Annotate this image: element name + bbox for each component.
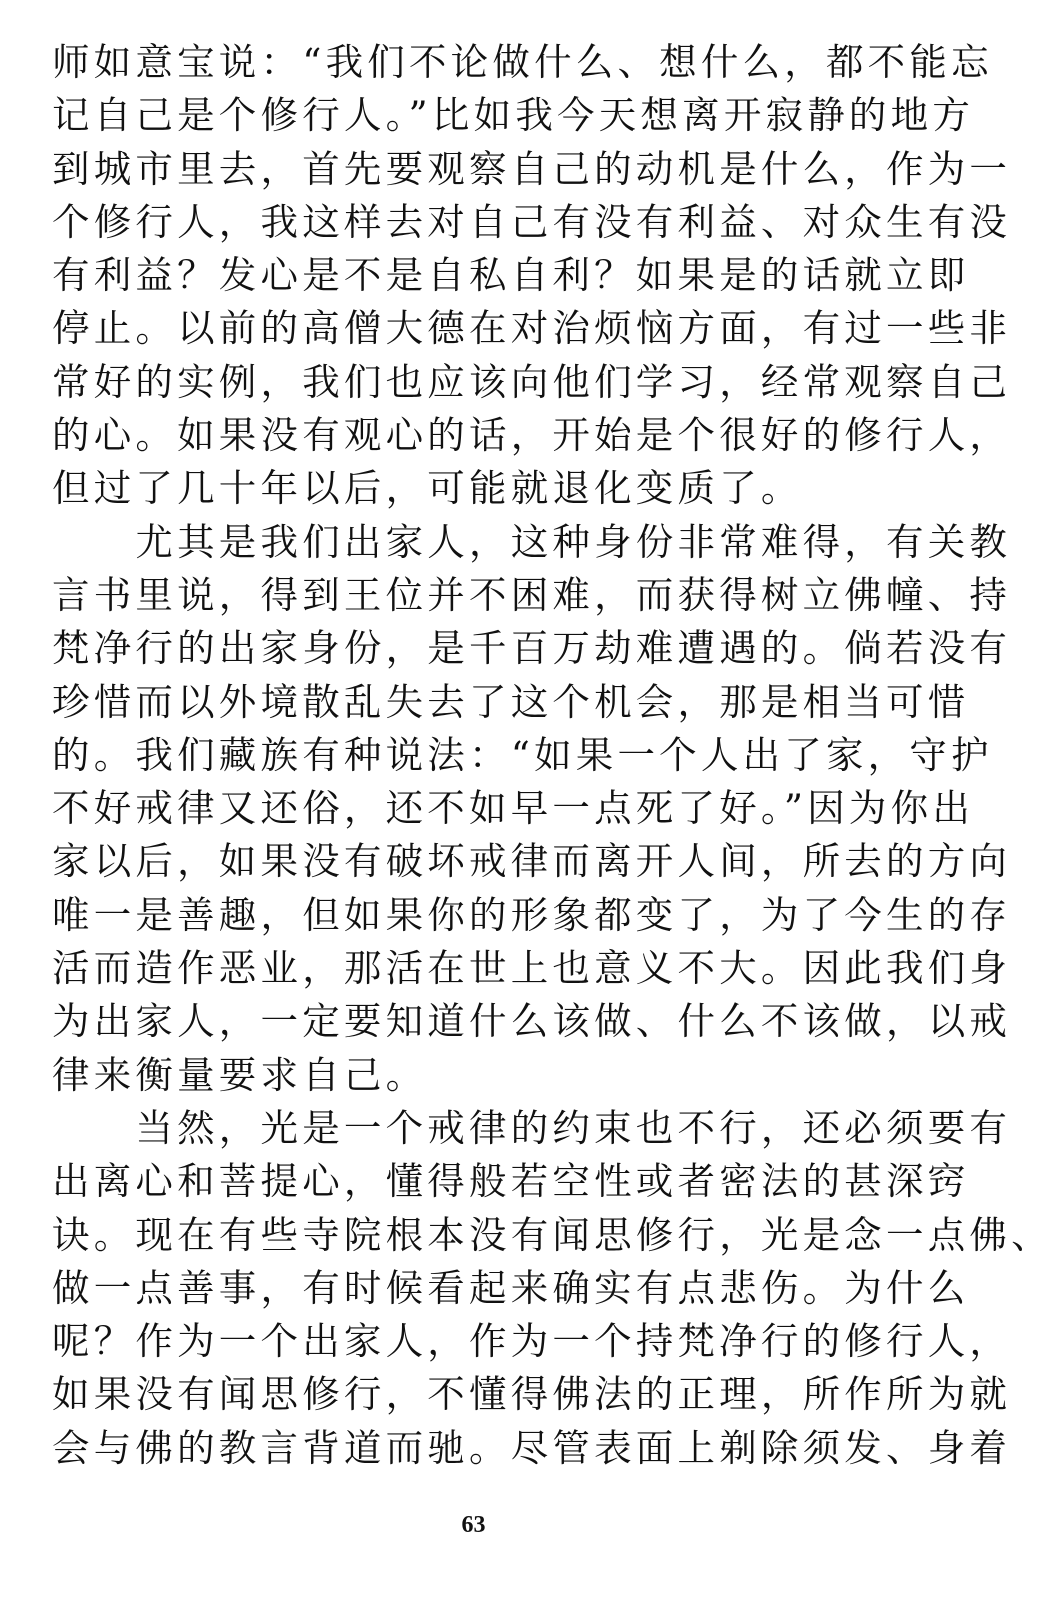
text-line: 会与佛的教言背道而驰。尽管表面上剃除须发、身着 bbox=[52, 1425, 1012, 1470]
text-line: 的。我们藏族有种说法：“如果一个人出了家，守护 bbox=[52, 732, 993, 777]
text-line: 个修行人，我这样去对自己有没有利益、对众生有没 bbox=[52, 199, 1012, 244]
text-line: 当然，光是一个戒律的约束也不行，还必须要有 bbox=[52, 1105, 1012, 1150]
page-number: 63 bbox=[461, 1512, 486, 1538]
text-line: 为出家人，一定要知道什么该做、什么不该做，以戒 bbox=[52, 999, 1012, 1044]
text-line: 但过了几十年以后，可能就退化变质了。 bbox=[52, 466, 803, 511]
text-line: 出离心和菩提心，懂得般若空性或者密法的甚深窍 bbox=[52, 1159, 970, 1204]
body-text bbox=[52, 36, 1053, 1475]
text-line: 如果没有闻思修行，不懂得佛法的正理，所作所为就 bbox=[52, 1372, 1012, 1417]
text-line: 唯一是善趣，但如果你的形象都变了，为了今生的存 bbox=[52, 892, 1012, 937]
text-line: 停止。以前的高僧大德在对治烦恼方面，有过一些非 bbox=[52, 306, 1012, 351]
text-line: 活而造作恶业，那活在世上也意义不大。因此我们身 bbox=[52, 946, 1012, 991]
text-line: 做一点善事，有时候看起来确实有点悲伤。为什么 bbox=[52, 1265, 970, 1310]
text-line: 诀。现在有些寺院根本没有闻思修行，光是念一点佛、 bbox=[52, 1212, 1053, 1257]
text-line: 律来衡量要求自己。 bbox=[52, 1052, 428, 1097]
text-line: 尤其是我们出家人，这种身份非常难得，有关教 bbox=[52, 519, 1012, 564]
text-line: 记自己是个修行人。”比如我今天想离开寂静的地方 bbox=[52, 93, 975, 138]
text-line: 珍惜而以外境散乱失去了这个机会，那是相当可惜 bbox=[52, 679, 970, 724]
text-line: 常好的实例，我们也应该向他们学习，经常观察自己 bbox=[52, 359, 1012, 404]
text-line: 家以后，如果没有破坏戒律而离开人间，所去的方向 bbox=[52, 839, 1012, 884]
text-line: 有利益？发心是不是自私自利？如果是的话就立即 bbox=[52, 253, 970, 298]
text-line: 梵净行的出家身份，是千百万劫难遭遇的。倘若没有 bbox=[52, 626, 1012, 671]
text-line: 师如意宝说：“我们不论做什么、想什么，都不能忘 bbox=[52, 40, 993, 84]
text-line: 不好戒律又还俗，还不如早一点死了好。”因为你出 bbox=[52, 786, 975, 831]
text-line: 的心。如果没有观心的话，开始是个很好的修行人， bbox=[52, 413, 1012, 458]
text-line: 呢？作为一个出家人，作为一个持梵净行的修行人， bbox=[52, 1319, 1012, 1364]
text-line: 到城市里去，首先要观察自己的动机是什么，作为一 bbox=[52, 146, 1012, 191]
text-line: 言书里说，得到王位并不困难，而获得树立佛幢、持 bbox=[52, 572, 1012, 617]
